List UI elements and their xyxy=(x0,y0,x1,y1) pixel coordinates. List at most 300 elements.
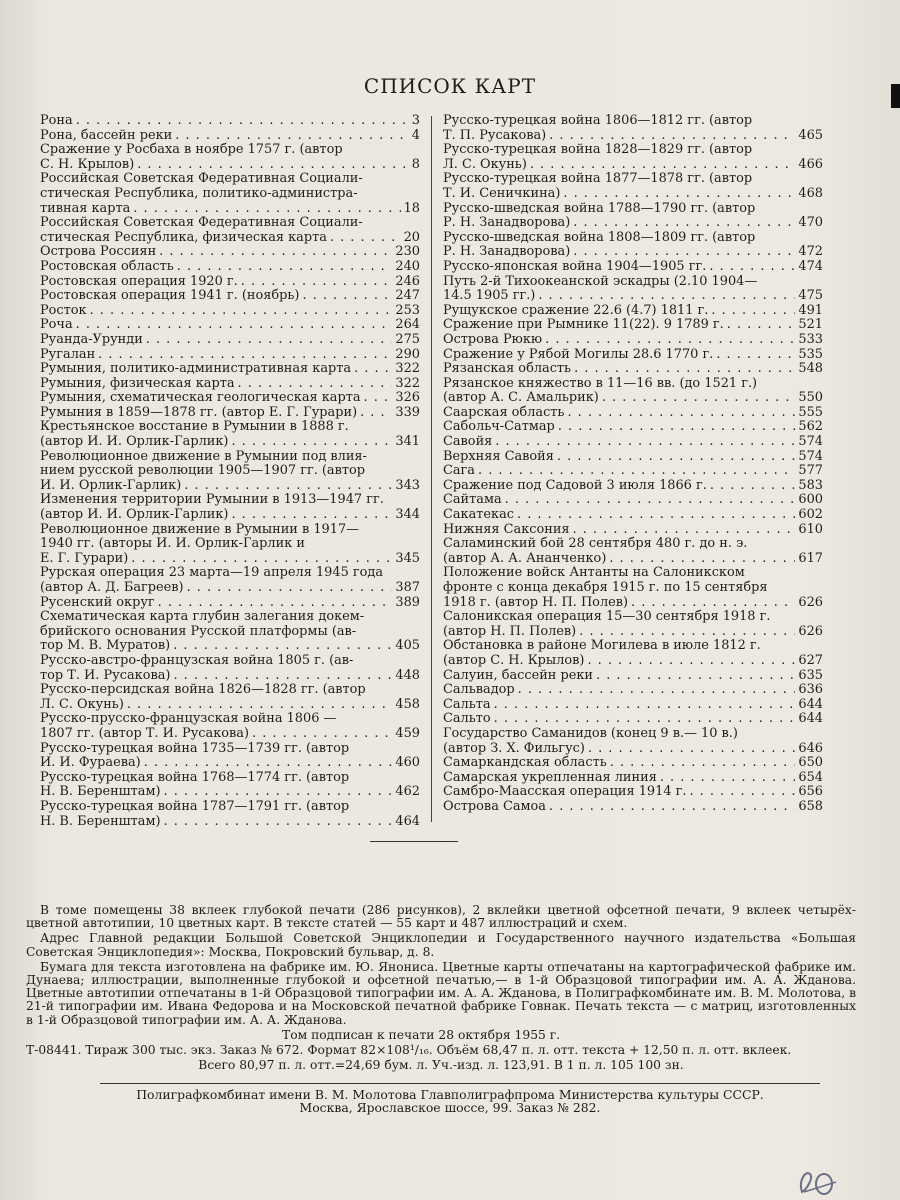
printer-address: Москва, Ярославское шоссе, 99. Заказ № 282. xyxy=(299,1100,601,1116)
leader-dots xyxy=(631,596,795,611)
entry-page-number: 20 xyxy=(403,229,420,245)
leader-dots xyxy=(549,129,795,144)
entry-title: Сражение под Садовой 3 июля 1866 г. xyxy=(443,477,707,493)
entry-page-number: 462 xyxy=(395,784,420,800)
leader-dots xyxy=(518,683,796,698)
entry-page-number: 405 xyxy=(395,638,420,654)
entry-title: Сальвадор xyxy=(443,682,515,698)
imprint-paragraph-printing: Бумага для текста изготовлена на фабрике им. Ю. Янониса. Цветные карты отпечатаны на картографической фабрике им. Дунаева; иллюстрации, выполненные глубокой и офсетной печатью,— в 1-й Образцовой типографии им. А. А. Жданова. Цветные автотипии отпечатаны в 1-й Образцовой типографии им. А. А. Жданова, в Полиграфкомбинате им. В. М. Молотова, в 21-й типографии им. Ивана Федорова и на Московской печатной фабрике Говнак. Печать текста — с матриц, изготовленных в 1-й Образцовой типографии им. А. А. Жданова. xyxy=(26,959,856,1027)
imprint-tirage-line: Т-08441. Тираж 300 тыс. экз. Заказ № 672. Формат 82×108¹/₁₆. Объём 68,47 п. л. отт. текста + 12,50 п. л. отт. вклеек. xyxy=(26,1043,792,1058)
entry-title: Румыния, схематическая геологическая карта xyxy=(40,390,361,406)
map-list-entry xyxy=(443,523,823,538)
entry-title-lines: Русско-турецкая война 1828—1829 гг. (автор xyxy=(443,142,753,158)
leader-dots xyxy=(563,187,795,202)
map-list-entry xyxy=(443,566,823,610)
leader-dots xyxy=(596,669,795,684)
entry-title: Роча xyxy=(40,317,73,333)
entry-page-number: 550 xyxy=(798,390,823,406)
map-list-entry xyxy=(443,260,823,275)
entry-page-number: 602 xyxy=(798,507,823,523)
entry-page-number: 458 xyxy=(395,696,420,712)
entry-title-lines: Российская Советская Федеративная Социали- стическая Республика, политико-администра- xyxy=(40,171,363,201)
leader-dots xyxy=(137,158,409,173)
map-list-entry xyxy=(443,406,823,421)
map-list-entry xyxy=(443,231,823,260)
entry-title: Русско-японская война 1904—1905 гг. xyxy=(443,258,707,274)
entry-title-lines: Схематическая карта глубин залегания докем- брийского основания Русской платформы (ав- xyxy=(40,609,365,639)
map-list-entry xyxy=(40,523,420,567)
map-list-entry xyxy=(40,800,420,829)
entry-page-number: 253 xyxy=(395,302,420,318)
entry-title-lines: Путь 2-й Тихоокеанской эскадры (2.10 1904— xyxy=(443,273,758,289)
entry-title: Рущукское сражение 22.6 (4.7) 1811 г. xyxy=(443,302,709,318)
entry-title: С. Н. Крылов) xyxy=(40,156,135,172)
leader-dots xyxy=(545,333,795,348)
entry-title: И. И. Орлик-Гарлик) xyxy=(40,477,182,493)
entry-title: Сайтама xyxy=(443,492,502,508)
entry-title-lines: Салоникская операция 15—30 сентября 1918 г. xyxy=(443,609,771,625)
entry-title: Салуин, бассейн реки xyxy=(443,667,594,683)
entry-title: Саарская область xyxy=(443,404,565,420)
entry-title-lines: Русско-шведская война 1788—1790 гг. (автор xyxy=(443,200,756,216)
entry-title: Т. И. Сеничкина) xyxy=(443,185,561,201)
entry-page-number: 617 xyxy=(798,550,823,566)
leader-dots xyxy=(133,202,400,217)
entry-title-lines: Российская Советская Федеративная Социали- xyxy=(40,215,363,231)
entry-page-number: 548 xyxy=(798,361,823,377)
entry-title: Румыния, физическая карта xyxy=(40,375,235,391)
leader-dots xyxy=(549,800,795,815)
entry-page-number: 626 xyxy=(798,623,823,639)
leader-dots xyxy=(90,304,393,319)
imprint-totals-line: Всего 80,97 п. л. отт.=24,69 бум. л. Уч.-изд. л. 123,91. В 1 п. л. 105 100 зн. xyxy=(198,1058,684,1073)
entry-page-number: 389 xyxy=(395,594,420,610)
map-list-entry xyxy=(443,435,823,450)
column-divider xyxy=(431,116,432,822)
entry-page-number: 644 xyxy=(798,711,823,727)
maps-list-right-column xyxy=(443,114,823,815)
map-list-entry xyxy=(40,406,420,421)
entry-title-lines: Русско-прусско-французская война 1806 — xyxy=(40,711,337,727)
entry-page-number: 343 xyxy=(395,477,420,493)
entry-title: тивная карта xyxy=(40,200,131,216)
entry-title-lines: Саламинский бой 28 сентября 480 г. до н. э. xyxy=(443,536,748,552)
leader-dots xyxy=(573,523,796,538)
map-list-entry xyxy=(40,493,420,522)
map-list-entry xyxy=(443,669,823,684)
entry-title-lines: Обстановка в районе Могилева в июле 1812 г. xyxy=(443,638,761,654)
entry-page-number: 533 xyxy=(798,331,823,347)
entry-page-number: 574 xyxy=(798,448,823,464)
entry-page-number: 387 xyxy=(395,580,420,595)
entry-title: Н. В. Беренштам) xyxy=(40,784,161,800)
entry-title: Л. С. Окунь) xyxy=(40,696,124,712)
leader-dots xyxy=(558,420,796,435)
entry-title: И. И. Фураева) xyxy=(40,755,141,771)
leader-dots xyxy=(164,815,393,830)
leader-dots xyxy=(360,406,392,421)
map-list-entry xyxy=(40,318,420,333)
entry-title-lines: Революционное движение в Румынии под влия- нием русской революции 1905—1907 гг. (автор xyxy=(40,448,367,479)
entry-title: Р. Н. Занадворова) xyxy=(443,215,571,231)
leader-dots xyxy=(716,348,795,363)
entry-title: Сальто xyxy=(443,711,491,727)
entry-page-number: 460 xyxy=(395,755,420,771)
entry-page-number: 574 xyxy=(798,434,823,450)
entry-title-lines: Русско-персидская война 1826—1828 гг. (автор xyxy=(40,682,366,698)
entry-page-number: 322 xyxy=(395,375,420,391)
entry-page-number: 646 xyxy=(798,740,823,756)
entry-title: Ругалан xyxy=(40,346,96,362)
entry-page-number: 474 xyxy=(798,258,823,274)
entry-page-number: 491 xyxy=(798,302,823,318)
entry-page-number: 18 xyxy=(403,200,420,216)
map-list-entry xyxy=(40,771,420,800)
imprint-paragraph-address: Адрес Главной редакции Большой Советской Энциклопедии и Государственного научного издательства «Большая Советская Энциклопедия»: Москва, Покровский бульвар, д. 8. xyxy=(26,931,856,959)
map-list-entry xyxy=(443,377,823,406)
leader-dots xyxy=(252,727,392,742)
map-list-entry xyxy=(443,348,823,363)
entry-title-lines: Крестьянское восстание в Румынии в 1888 г. xyxy=(40,419,349,435)
leader-dots xyxy=(173,669,392,684)
entry-title: Р. Н. Занадворова) xyxy=(443,244,571,260)
entry-title-lines: Изменения территории Румынии в 1913—1947 гг. xyxy=(40,492,384,508)
map-list-entry xyxy=(40,596,420,611)
map-list-entry xyxy=(443,450,823,465)
leader-dots xyxy=(660,771,796,786)
entry-page-number: 264 xyxy=(395,317,420,333)
imprint-paragraph-contents: В томе помещены 38 вклеек глубокой печати (286 рисунков), 2 вклейки цветной офсетной печати, 9 вклеек четырёх-цветной автотипии, 10 цветных карт. В тексте статей — 55 карт и 487 иллюстраций и схем. xyxy=(26,903,856,931)
entry-title: (автор И. И. Орлик-Гарлик) xyxy=(40,434,229,450)
map-list-entry xyxy=(40,143,420,172)
map-list-entry xyxy=(40,450,420,494)
entry-title: (автор И. И. Орлик-Гарлик) xyxy=(40,507,229,523)
entry-title: Румыния, политико-административная карта xyxy=(40,361,352,377)
entry-title: Острова Самоа xyxy=(443,798,546,814)
leader-dots xyxy=(610,756,796,771)
entry-title: Л. С. Окунь) xyxy=(443,156,527,172)
entry-title: Самарская укрепленная линия xyxy=(443,769,657,785)
printer-name: Полиграфкомбинат имени В. М. Молотова Главполиграфпрома Министерства культуры СССР. xyxy=(136,1087,764,1102)
entry-title-lines: Революционное движение в Румынии в 1917— 1940 гг. (авторы И. И. Орлик-Гарлик и xyxy=(40,521,360,552)
leader-dots xyxy=(187,581,393,596)
entry-title: 14.5 1905 гг.) xyxy=(443,288,536,304)
entry-page-number: 466 xyxy=(798,156,823,172)
map-list-entry xyxy=(40,742,420,771)
leader-dots xyxy=(127,698,393,713)
entry-title: тор М. В. Муратов) xyxy=(40,638,171,654)
entry-title-lines: Русско-турецкая война 1806—1812 гг. (автор xyxy=(443,113,753,128)
map-list-entry xyxy=(443,143,823,172)
entry-title: Сальта xyxy=(443,696,491,712)
imprint-block xyxy=(26,904,856,1074)
leader-dots xyxy=(144,756,393,771)
entry-title: Т. П. Русакова) xyxy=(443,127,547,143)
map-list-entry xyxy=(40,420,420,449)
leader-dots xyxy=(494,698,796,713)
entry-title: Е. Г. Гурари) xyxy=(40,550,129,566)
entry-page-number: 521 xyxy=(798,317,823,333)
entry-page-number: 464 xyxy=(395,813,420,829)
leader-dots xyxy=(727,318,796,333)
entry-title-lines: Рурская операция 23 марта—19 апреля 1945 года xyxy=(40,565,384,581)
entry-page-number: 627 xyxy=(798,652,823,668)
map-list-entry xyxy=(40,362,420,377)
leader-dots xyxy=(709,260,795,275)
map-list-entry xyxy=(443,508,823,523)
leader-dots xyxy=(609,552,795,567)
map-list-entry xyxy=(443,800,823,815)
map-list-entry xyxy=(40,683,420,712)
entry-page-number: 341 xyxy=(395,434,420,450)
entry-page-number: 656 xyxy=(798,784,823,800)
entry-page-number: 626 xyxy=(798,594,823,610)
entry-page-number: 448 xyxy=(395,667,420,683)
entry-title-lines: Русско-шведская война 1808—1809 гг. (автор xyxy=(443,229,756,245)
entry-page-number: 654 xyxy=(798,769,823,785)
map-list-entry xyxy=(443,304,823,319)
map-list-entry xyxy=(40,172,420,216)
entry-page-number: 600 xyxy=(798,492,823,508)
leader-dots xyxy=(173,639,392,654)
imprint-signed-date: Том подписан к печати 28 октября 1955 г. xyxy=(282,1027,561,1042)
entry-title: Острова Рюкю xyxy=(443,331,543,347)
pencil-mark-icon xyxy=(796,1162,840,1198)
entry-title: Руанда-Урунди xyxy=(40,331,143,347)
entry-page-number: 555 xyxy=(798,404,823,420)
map-list-entry xyxy=(40,610,420,654)
entry-title: Рона, бассейн реки xyxy=(40,127,173,143)
page-title: СПИСОК КАРТ xyxy=(363,74,537,98)
entry-title-lines: Русско-турецкая война 1877—1878 гг. (автор xyxy=(443,171,753,187)
entry-page-number: 610 xyxy=(798,521,823,537)
leader-dots xyxy=(530,158,796,173)
entry-page-number: 345 xyxy=(395,550,420,566)
leader-dots xyxy=(330,231,401,246)
entry-title: Нижняя Саксония xyxy=(443,521,570,537)
leader-dots xyxy=(76,318,393,333)
leader-dots xyxy=(364,391,393,406)
entry-page-number: 583 xyxy=(798,477,823,493)
entry-title: Сражение у Рябой Могилы 28.6 1770 г. xyxy=(443,346,714,362)
entry-title: (автор С. Н. Крылов) xyxy=(443,652,585,668)
map-list-entry xyxy=(40,260,420,275)
entry-title-lines: Положение войск Антанты на Салоникском фронте с конца декабря 1915 г. по 15 сентября xyxy=(443,565,768,595)
leader-dots xyxy=(588,742,795,757)
entry-page-number: 535 xyxy=(798,346,823,362)
map-list-entry xyxy=(443,479,823,494)
entry-page-number: 465 xyxy=(798,127,823,143)
map-list-entry xyxy=(443,698,823,713)
entry-title: Ростовская операция 1920 г. xyxy=(40,273,238,289)
map-list-entry xyxy=(443,493,823,508)
entry-title: Румыния в 1859—1878 гг. (автор Е. Г. Гурари) xyxy=(40,404,358,420)
entry-page-number: 635 xyxy=(798,667,823,683)
leader-dots xyxy=(505,493,796,508)
map-list-entry xyxy=(40,245,420,260)
leader-dots xyxy=(538,289,795,304)
map-list-entry xyxy=(443,464,823,479)
leader-dots xyxy=(574,362,795,377)
entry-title-lines: Сражение у Росбаха в ноябре 1757 г. (автор xyxy=(40,142,343,158)
entry-title: Савойя xyxy=(443,434,493,450)
entry-page-number: 4 xyxy=(411,127,420,143)
entry-page-number: 275 xyxy=(395,331,420,347)
leader-dots xyxy=(177,260,393,275)
leader-dots xyxy=(76,114,409,129)
map-list-entry xyxy=(443,420,823,435)
map-list-entry xyxy=(443,639,823,668)
entry-page-number: 230 xyxy=(395,244,420,260)
map-list-entry xyxy=(40,216,420,245)
entry-title: Сражение при Рымнике 11(22). 9 1789 г. xyxy=(443,317,724,333)
leader-dots xyxy=(710,479,796,494)
leader-dots xyxy=(238,377,393,392)
entry-title: Росток xyxy=(40,302,87,318)
map-list-entry xyxy=(443,172,823,201)
map-list-entry xyxy=(443,756,823,771)
leader-dots xyxy=(557,450,796,465)
entry-title: 1918 г. (автор Н. П. Полев) xyxy=(443,594,629,610)
entry-title: Сабольч-Сатмар xyxy=(443,419,555,435)
entry-title: Острова Россиян xyxy=(40,244,157,260)
map-list-entry xyxy=(40,114,420,129)
map-list-entry xyxy=(443,771,823,786)
leader-dots xyxy=(495,435,795,450)
entry-page-number: 562 xyxy=(798,419,823,435)
entry-title: (автор З. Х. Фильгус) xyxy=(443,740,585,756)
entry-page-number: 290 xyxy=(395,346,420,362)
leader-dots xyxy=(231,508,392,523)
leader-dots xyxy=(158,596,393,611)
leader-dots xyxy=(573,245,795,260)
leader-dots xyxy=(184,479,392,494)
entry-title: Русенский округ xyxy=(40,594,155,610)
map-list-entry xyxy=(40,129,420,144)
entry-page-number: 326 xyxy=(395,390,420,406)
entry-title: Ростовская область xyxy=(40,258,174,274)
entry-page-number: 658 xyxy=(798,798,823,814)
map-list-entry xyxy=(40,333,420,348)
entry-page-number: 240 xyxy=(395,258,420,274)
map-list-entry xyxy=(443,362,823,377)
leader-dots xyxy=(478,464,795,479)
leader-dots xyxy=(354,362,392,377)
leader-dots xyxy=(711,304,795,319)
map-list-entry xyxy=(443,785,823,800)
leader-dots xyxy=(98,348,392,363)
leader-dots xyxy=(567,406,795,421)
entry-page-number: 339 xyxy=(395,404,420,420)
entry-title-lines: Рязанское княжество в 11—16 вв. (до 1521 г.) xyxy=(443,375,758,391)
entry-title-lines: Русско-турецкая война 1787—1791 гг. (автор xyxy=(40,798,350,814)
map-list-entry xyxy=(40,275,420,290)
entry-title: Сага xyxy=(443,463,475,479)
entry-page-number: 3 xyxy=(411,113,420,128)
map-list-entry xyxy=(443,610,823,639)
entry-page-number: 650 xyxy=(798,755,823,771)
entry-title: Рязанская область xyxy=(443,361,572,377)
map-list-entry xyxy=(40,348,420,363)
leader-dots xyxy=(573,216,795,231)
map-list-entry xyxy=(443,712,823,727)
map-list-entry xyxy=(40,654,420,683)
entry-title: (автор А. А. Ананченко) xyxy=(443,550,607,566)
map-list-entry xyxy=(443,537,823,566)
map-list-entry xyxy=(443,683,823,698)
entry-title-lines: Русско-турецкая война 1735—1739 гг. (автор xyxy=(40,740,350,756)
printer-rule xyxy=(100,1083,820,1084)
entry-page-number: 472 xyxy=(798,244,823,260)
entry-page-number: 468 xyxy=(798,185,823,201)
entry-title: Рона xyxy=(40,113,73,128)
leader-dots xyxy=(517,508,795,523)
leader-dots xyxy=(689,785,795,800)
map-list-entry xyxy=(40,566,420,595)
entry-title: (автор Н. П. Полев) xyxy=(443,623,577,639)
map-list-entry xyxy=(443,727,823,756)
entry-title: Н. В. Беренштам) xyxy=(40,813,161,829)
entry-page-number: 475 xyxy=(798,288,823,304)
entry-title: 1807 гг. (автор Т. И. Русакова) xyxy=(40,725,250,741)
leader-dots xyxy=(231,435,392,450)
map-list-entry xyxy=(40,712,420,741)
entry-title: стическая Республика, физическая карта xyxy=(40,229,327,245)
leader-dots xyxy=(159,245,392,260)
entry-page-number: 644 xyxy=(798,696,823,712)
leader-dots xyxy=(241,275,393,290)
entry-title-lines: Государство Саманидов (конец 9 в.— 10 в.) xyxy=(443,725,738,741)
leader-dots xyxy=(587,654,795,669)
entry-page-number: 636 xyxy=(798,682,823,698)
entry-title: (автор А. С. Амальрик) xyxy=(443,390,599,406)
entry-title-lines: Русско-австро-французская война 1805 г. (ав- xyxy=(40,652,354,668)
entry-title: тор Т. И. Русакова) xyxy=(40,667,171,683)
leader-dots xyxy=(146,333,393,348)
map-list-entry xyxy=(40,304,420,319)
map-list-entry xyxy=(443,202,823,231)
leader-dots xyxy=(579,625,795,640)
entry-title-lines: Русско-турецкая война 1768—1774 гг. (автор xyxy=(40,769,350,785)
leader-dots xyxy=(602,391,796,406)
entry-title: (автор А. Д. Багреев) xyxy=(40,580,184,595)
entry-page-number: 322 xyxy=(395,361,420,377)
leader-dots xyxy=(494,712,796,727)
leader-dots xyxy=(131,552,392,567)
map-list-entry xyxy=(40,377,420,392)
leader-dots xyxy=(164,785,393,800)
maps-list-left-column xyxy=(40,114,420,829)
entry-title: Сакатекас xyxy=(443,507,515,523)
entry-page-number: 247 xyxy=(395,288,420,304)
printer-block xyxy=(0,1088,900,1115)
map-list-entry xyxy=(443,114,823,143)
entry-title: Ростовская операция 1941 г. (ноябрь) xyxy=(40,288,300,304)
entry-page-number: 470 xyxy=(798,215,823,231)
entry-page-number: 577 xyxy=(798,463,823,479)
entry-title: Самаркандская область xyxy=(443,755,607,771)
map-list-entry xyxy=(443,318,823,333)
map-list-entry xyxy=(443,333,823,348)
entry-title: Верхняя Савойя xyxy=(443,448,554,464)
entry-page-number: 344 xyxy=(395,507,420,523)
entry-title: Самбро-Маасская операция 1914 г. xyxy=(443,784,687,800)
entry-page-number: 8 xyxy=(411,156,420,172)
map-list-entry xyxy=(40,391,420,406)
leader-dots xyxy=(302,289,392,304)
entry-page-number: 459 xyxy=(395,725,420,741)
leader-dots xyxy=(175,129,409,144)
